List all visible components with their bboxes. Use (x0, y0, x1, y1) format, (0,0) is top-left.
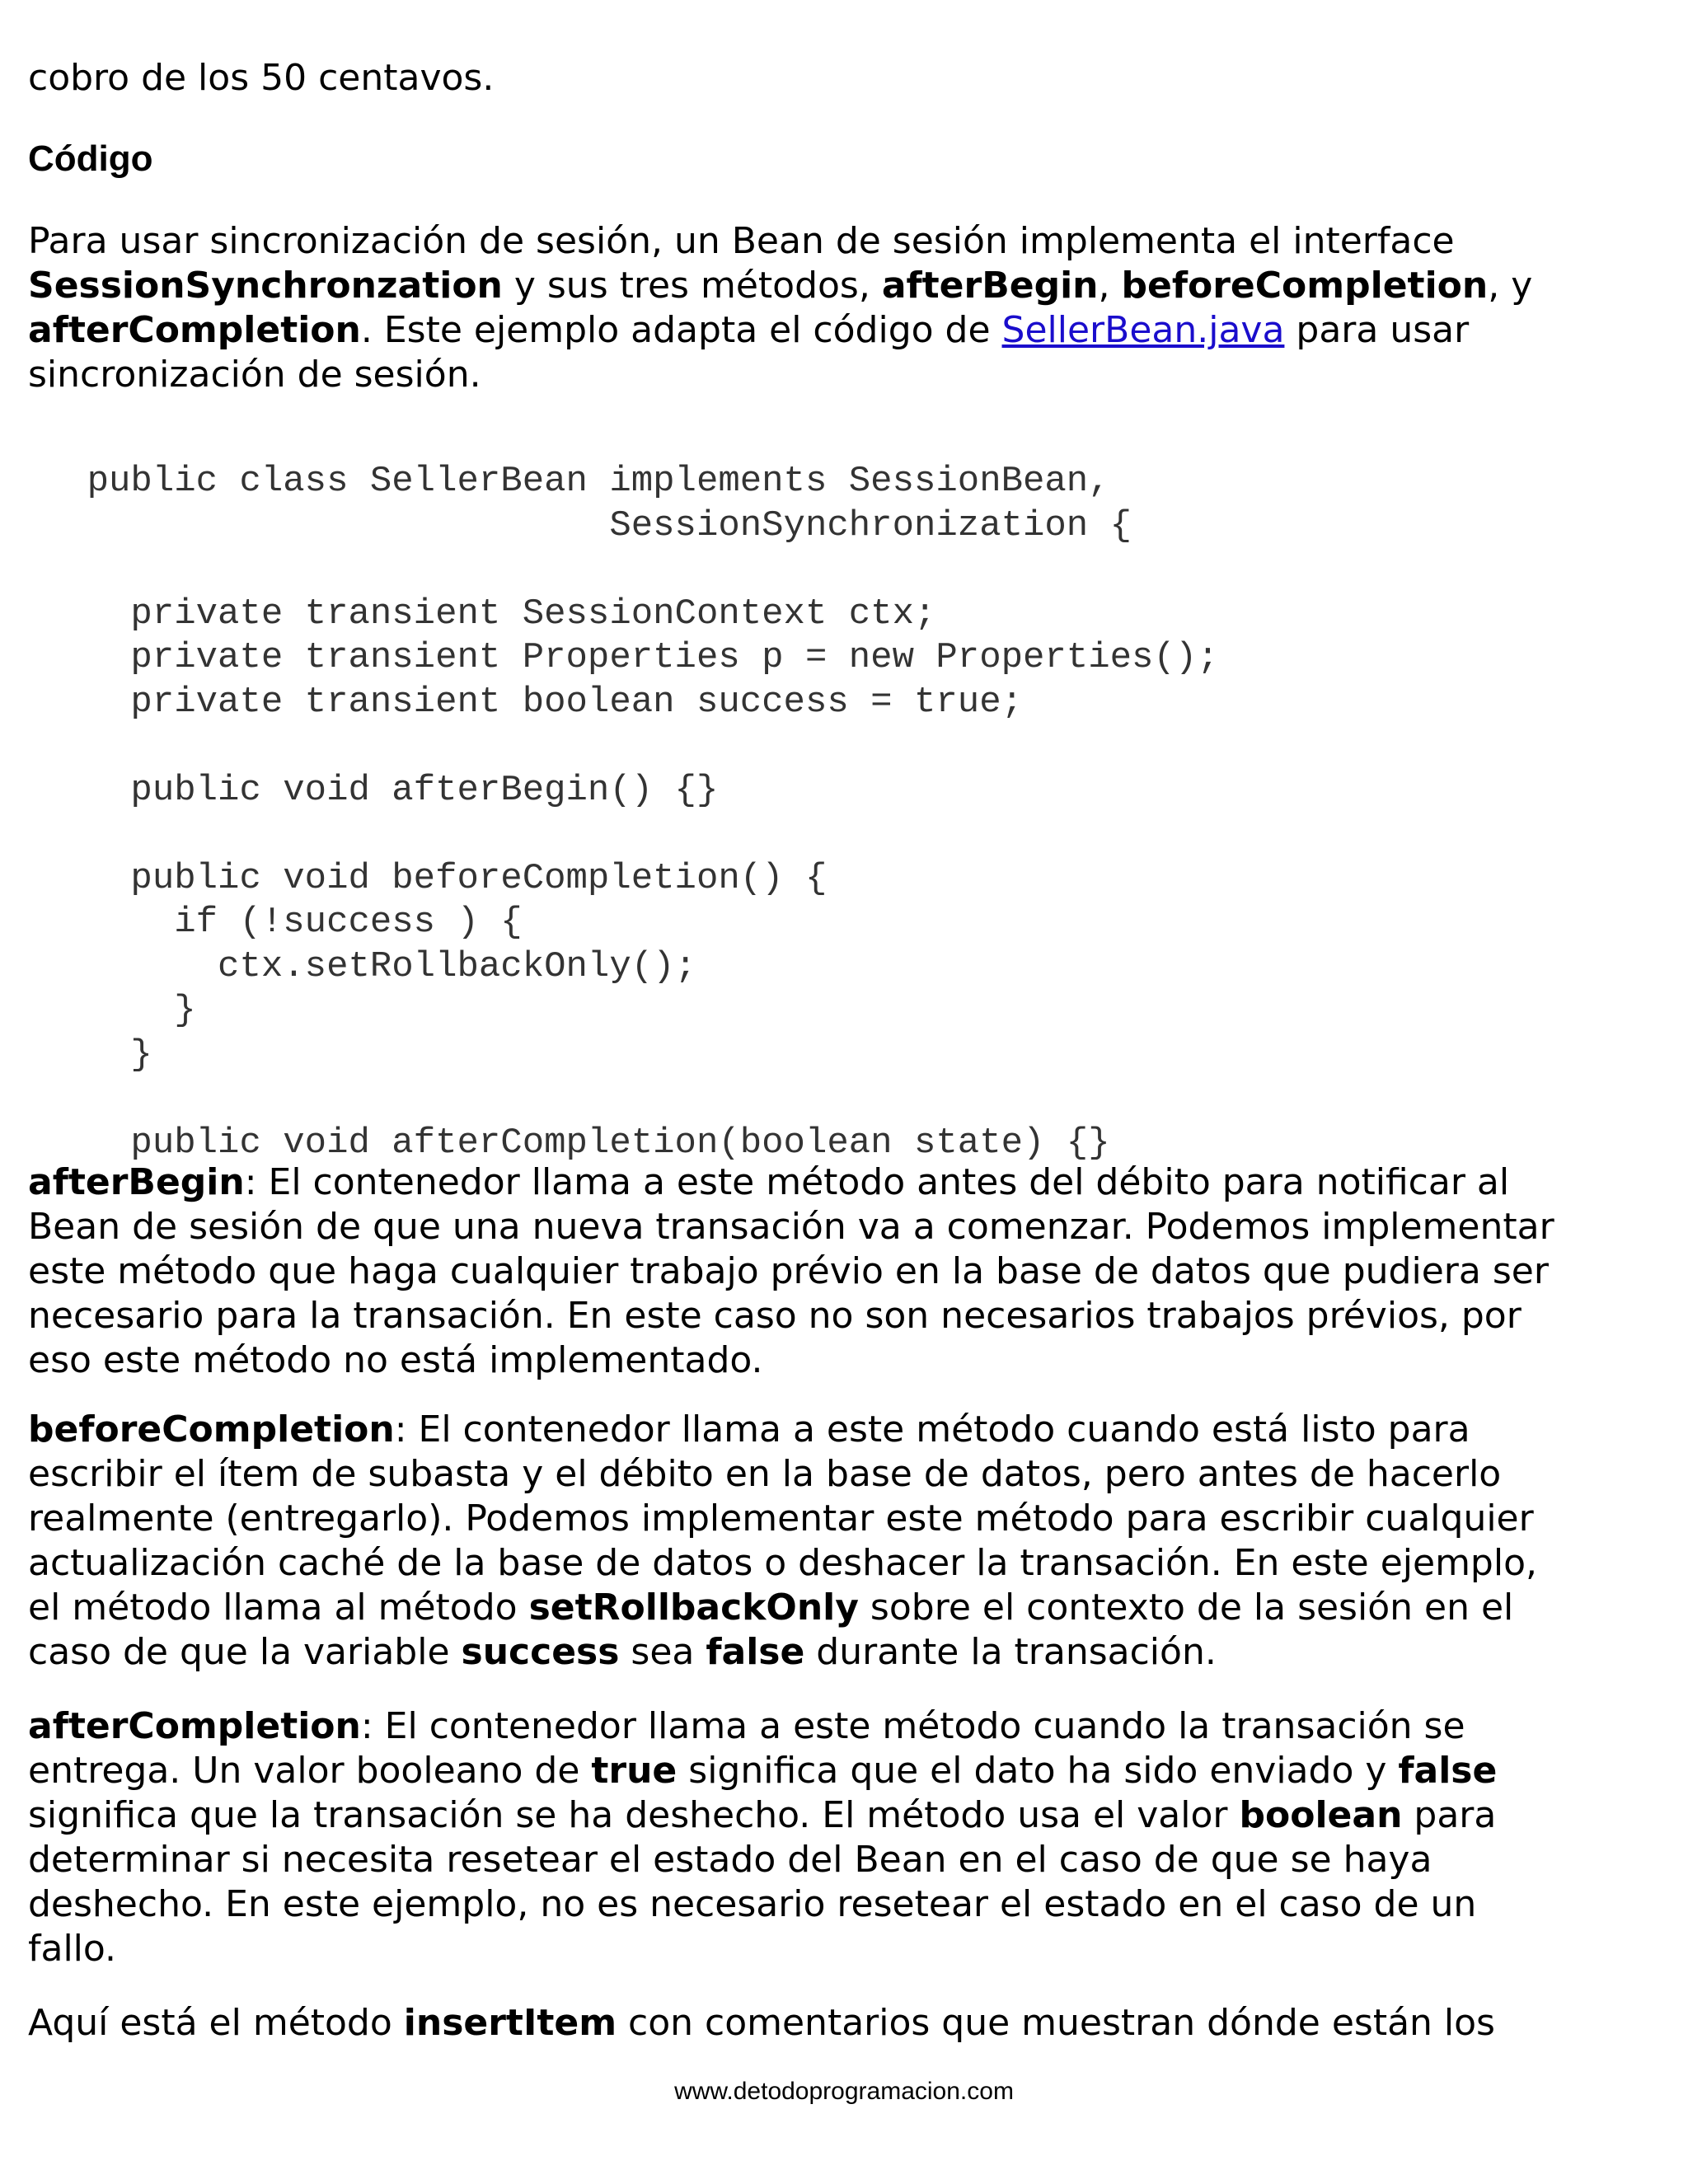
code-line: if (!success ) { (0, 902, 523, 943)
section-heading: Código (28, 138, 153, 179)
intro-paragraph (28, 219, 1660, 397)
page-footer: www.detodoprogramacion.com (674, 2078, 1014, 2105)
text-line: realmente (entregarlo). Podemos implementar este método para escribir cualquier (28, 1497, 1534, 1540)
continuation-text (28, 56, 1660, 101)
code-term: false (706, 1631, 805, 1673)
sellerbean-link[interactable]: SellerBean.java (1001, 309, 1285, 351)
code-line: private transient SessionContext ctx; (0, 593, 936, 635)
code-term: afterBegin (28, 1161, 245, 1203)
code-term: SessionSynchronzation (28, 265, 503, 307)
text-line: Bean de sesión de que una nueva transación va a comenzar. Podemos implementar (28, 1206, 1554, 1248)
code-line (0, 813, 1688, 857)
text-line: este método que haga cualquier trabajo prévio en la base de datos que pudiera ser (28, 1250, 1549, 1292)
text-line: deshecho. En este ejemplo, no es necesario resetear el estado en el caso de un (28, 1883, 1477, 1925)
closing-paragraph (28, 2001, 1660, 2046)
text-line: afterCompletion: El contenedor llama a este método cuando la transación se (28, 1705, 1465, 1747)
text-line: determinar si necesita resetear el estado del Bean en el caso de que se haya (28, 1839, 1432, 1881)
text-line: afterCompletion. Este ejemplo adapta el código de SellerBean.java para usar (28, 309, 1470, 351)
code-term: false (1398, 1750, 1498, 1792)
code-line: ctx.setRollbackOnly(); (0, 945, 696, 987)
code-term: success (461, 1631, 620, 1673)
text-line: necesario para la transación. En este caso no son necesarios trabajos prévios, por (28, 1295, 1522, 1337)
text-line: eso este método no está implementado. (28, 1339, 763, 1381)
text-line: el método llama al método setRollbackOnly sobre el contexto de la sesión en el (28, 1586, 1514, 1629)
text-line: caso de que la variable success sea false durante la transación. (28, 1631, 1217, 1673)
text-line: significa que la transación se ha deshecho. El método usa el valor boolean para (28, 1794, 1497, 1836)
text-line: sincronización de sesión. (28, 354, 481, 396)
code-term: true (591, 1750, 678, 1792)
code-line (0, 1077, 1688, 1122)
code-term: afterCompletion (28, 1705, 361, 1747)
code-term: afterCompletion (28, 309, 361, 351)
text-line: escribir el ítem de subasta y el débito en la base de datos, pero antes de hacerlo (28, 1453, 1502, 1495)
after-completion-paragraph (28, 1704, 1660, 1971)
text-line: beforeCompletion: El contenedor llama a este método cuando está listo para (28, 1408, 1470, 1451)
code-term: insertItem (403, 2002, 617, 2044)
before-completion-paragraph (28, 1408, 1660, 1675)
code-term: afterBegin (881, 265, 1099, 307)
code-term: setRollbackOnly (528, 1586, 859, 1629)
text-line: afterBegin: El contenedor llama a este método antes del débito para notificar al (28, 1161, 1510, 1203)
text-line: cobro de los 50 centavos. (28, 57, 495, 99)
code-line: public void afterBegin() {} (0, 769, 719, 811)
code-term: boolean (1239, 1794, 1403, 1836)
code-line: } (0, 1033, 152, 1076)
text-line: entrega. Un valor booleano de true significa que el dato ha sido enviado y false (28, 1750, 1498, 1792)
text-line: fallo. (28, 1928, 117, 1970)
code-line: private transient boolean success = true; (0, 681, 1024, 723)
code-line: private transient Properties p = new Properties(); (0, 637, 1219, 678)
code-line (0, 548, 1688, 593)
code-line (0, 724, 1688, 769)
after-begin-paragraph (28, 1160, 1660, 1383)
code-line: } (0, 990, 196, 1031)
code-line: public class SellerBean implements SessionBean, (0, 461, 1110, 502)
code-line: public void beforeCompletion() { (0, 857, 828, 899)
text-line: Para usar sincronización de sesión, un Bean de sesión implementa el interface (28, 220, 1455, 262)
code-term: beforeCompletion (28, 1408, 395, 1451)
code-term: beforeCompletion (1121, 265, 1489, 307)
text-line: Aquí está el método insertItem con comentarios que muestran dónde están los (28, 2002, 1495, 2044)
text-line: SessionSynchronzation y sus tres métodos, afterBegin, beforeCompletion, y (28, 265, 1533, 307)
code-line: public void afterCompletion(boolean state) {} (0, 1122, 1110, 1164)
text-line: actualización caché de la base de datos o deshacer la transación. En este ejemplo, (28, 1542, 1537, 1584)
code-line: SessionSynchronization { (0, 504, 1132, 546)
code-listing (0, 460, 1688, 1165)
